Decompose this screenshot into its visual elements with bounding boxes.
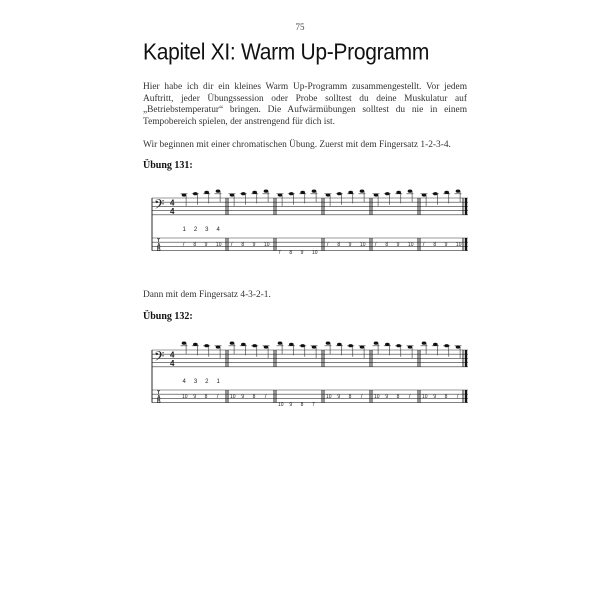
fingering-number: 2 — [205, 379, 209, 385]
intro-paragraph: Hier habe ich dir ein kleines Warm Up-Programm zusammengestellt. Vor jedem Auftritt, jeder Übungssession oder Probe solltest du deine Muskulatur auf „Betriebstemperatur“ bringen. Die Aufwärmübungen solltest du nie in einem Tempobereich spielen, der anstrengend für dich ist. — [143, 82, 467, 127]
note-head — [204, 344, 209, 347]
tab-fret-number: 10 — [278, 401, 284, 408]
tab-fret-number: 9 — [396, 241, 400, 248]
note-head — [396, 344, 401, 347]
note-head — [312, 190, 317, 193]
tab-fret-number: 7 — [360, 393, 363, 400]
tab-fret-number: 8 — [385, 241, 389, 248]
exercise-132-heading: Übung 132: — [143, 311, 193, 322]
tab-fret-number: 8 — [193, 241, 197, 248]
tab-fret-number: 7 — [264, 393, 267, 400]
note-head — [182, 342, 187, 345]
note-head — [289, 192, 294, 195]
fingering-number: 2 — [193, 227, 198, 233]
note-head — [264, 345, 269, 348]
tab-fret-number: 9 — [241, 393, 245, 400]
exercise-132-notation — [150, 340, 470, 422]
tab-fret-number: 9 — [193, 393, 197, 400]
tab-fret-number: 9 — [289, 401, 293, 408]
note-head — [204, 191, 209, 194]
note-head — [252, 344, 257, 347]
note-head — [456, 345, 461, 348]
note-head — [385, 192, 390, 195]
tab-fret-number: 9 — [337, 393, 341, 400]
tab-fret-number: 9 — [444, 241, 448, 248]
tab-fret-number: 10 — [312, 249, 318, 256]
note-head — [312, 345, 317, 348]
tab-fret-number: 10 — [408, 241, 414, 248]
note-head — [252, 191, 257, 194]
tab-fret-number: 8 — [348, 393, 352, 400]
tab-label: B — [157, 247, 161, 254]
tab-fret-number: 8 — [396, 393, 400, 400]
tab-fret-number: 9 — [385, 393, 389, 400]
note-head — [456, 190, 461, 193]
note-head — [433, 343, 438, 346]
note-head — [337, 192, 342, 195]
tab-fret-number: 7 — [216, 393, 219, 400]
page-number: 75 — [295, 22, 305, 32]
note-head — [444, 191, 449, 194]
note-head — [422, 342, 427, 345]
note-head — [374, 193, 379, 196]
note-head — [408, 190, 413, 193]
tab-label: T — [157, 238, 161, 245]
tab-fret-number: 7 — [408, 393, 411, 400]
tab-fret-number: 8 — [289, 249, 293, 256]
tab-fret-number: 7 — [312, 401, 315, 408]
tab-fret-number: 9 — [433, 393, 437, 400]
tab-fret-number: 8 — [337, 241, 341, 248]
note-head — [444, 344, 449, 347]
time-signature: 4 — [170, 207, 175, 216]
note-head — [230, 342, 235, 345]
tab-fret-number: 7 — [326, 241, 329, 248]
tab-fret-number: 8 — [444, 393, 448, 400]
fingering-number: 1 — [216, 379, 220, 385]
fingering-number: 4 — [216, 227, 220, 233]
note-head — [241, 343, 246, 346]
tab-fret-number: 10 — [422, 393, 428, 400]
note-head — [300, 191, 305, 194]
tab-label: A — [157, 394, 161, 401]
note-head — [216, 345, 221, 348]
note-head — [348, 191, 353, 194]
bass-clef-icon: 𝄢 — [154, 350, 165, 368]
tab-fret-number: 10 — [182, 393, 188, 400]
note-head — [216, 190, 221, 193]
tab-label: T — [157, 390, 161, 397]
tab-fret-number: 8 — [252, 393, 256, 400]
tab-fret-number: 7 — [422, 241, 425, 248]
note-head — [289, 343, 294, 346]
tab-fret-number: 9 — [252, 241, 256, 248]
note-head — [408, 345, 413, 348]
tab-fret-number: 10 — [216, 241, 222, 248]
tab-fret-number: 10 — [264, 241, 270, 248]
note-head — [230, 193, 235, 196]
note-head — [241, 192, 246, 195]
exercise-131-notation — [150, 188, 470, 270]
fingering-number: 1 — [182, 227, 186, 233]
note-head — [182, 193, 187, 196]
note-head — [278, 193, 283, 196]
tab-fret-number: 7 — [278, 249, 281, 256]
note-head — [326, 342, 331, 345]
tab-label: B — [157, 399, 161, 406]
tab-fret-number: 9 — [348, 241, 352, 248]
note-head — [337, 343, 342, 346]
note-head — [422, 193, 427, 196]
tab-fret-number: 10 — [230, 393, 236, 400]
time-signature: 4 — [170, 350, 175, 360]
tab-label: A — [157, 242, 161, 249]
note-head — [396, 191, 401, 194]
note-head — [326, 193, 331, 196]
tab-fret-number: 8 — [204, 393, 208, 400]
note-head — [374, 342, 379, 345]
note-head — [300, 344, 305, 347]
tab-fret-number: 10 — [456, 241, 462, 248]
note-head — [348, 344, 353, 347]
tab-fret-number: 7 — [456, 393, 459, 400]
note-head — [193, 343, 198, 346]
fingering-number: 3 — [193, 379, 198, 385]
note-head — [433, 192, 438, 195]
bass-clef-icon: 𝄢 — [154, 198, 165, 216]
note-head — [360, 345, 365, 348]
exercise-131-heading: Übung 131: — [143, 160, 193, 171]
chapter-title: Kapitel XI: Warm Up-Programm — [143, 40, 430, 65]
time-signature: 4 — [170, 198, 175, 208]
fingering-number: 3 — [205, 227, 209, 233]
tab-fret-number: 9 — [204, 241, 208, 248]
note-head — [360, 190, 365, 193]
transition-text: Dann mit dem Fingersatz 4-3-2-1. — [143, 290, 271, 300]
tab-fret-number: 7 — [230, 241, 233, 248]
tab-fret-number: 10 — [360, 241, 366, 248]
note-head — [264, 190, 269, 193]
tab-fret-number: 10 — [374, 393, 380, 400]
note-head — [385, 343, 390, 346]
tab-fret-number: 9 — [300, 249, 304, 256]
tab-fret-number: 8 — [241, 241, 245, 248]
tab-fret-number: 8 — [433, 241, 437, 248]
note-head — [193, 192, 198, 195]
fingering-number: 4 — [182, 379, 186, 385]
tab-fret-number: 7 — [182, 241, 185, 248]
tab-fret-number: 10 — [326, 393, 332, 400]
intro-paragraph-chromatic: Wir beginnen mit einer chromatischen Übung. Zuerst mit dem Fingersatz 1-2-3-4. — [143, 140, 451, 150]
tab-fret-number: 7 — [374, 241, 377, 248]
time-signature: 4 — [170, 359, 175, 368]
note-head — [278, 342, 283, 345]
tab-fret-number: 8 — [300, 401, 304, 408]
